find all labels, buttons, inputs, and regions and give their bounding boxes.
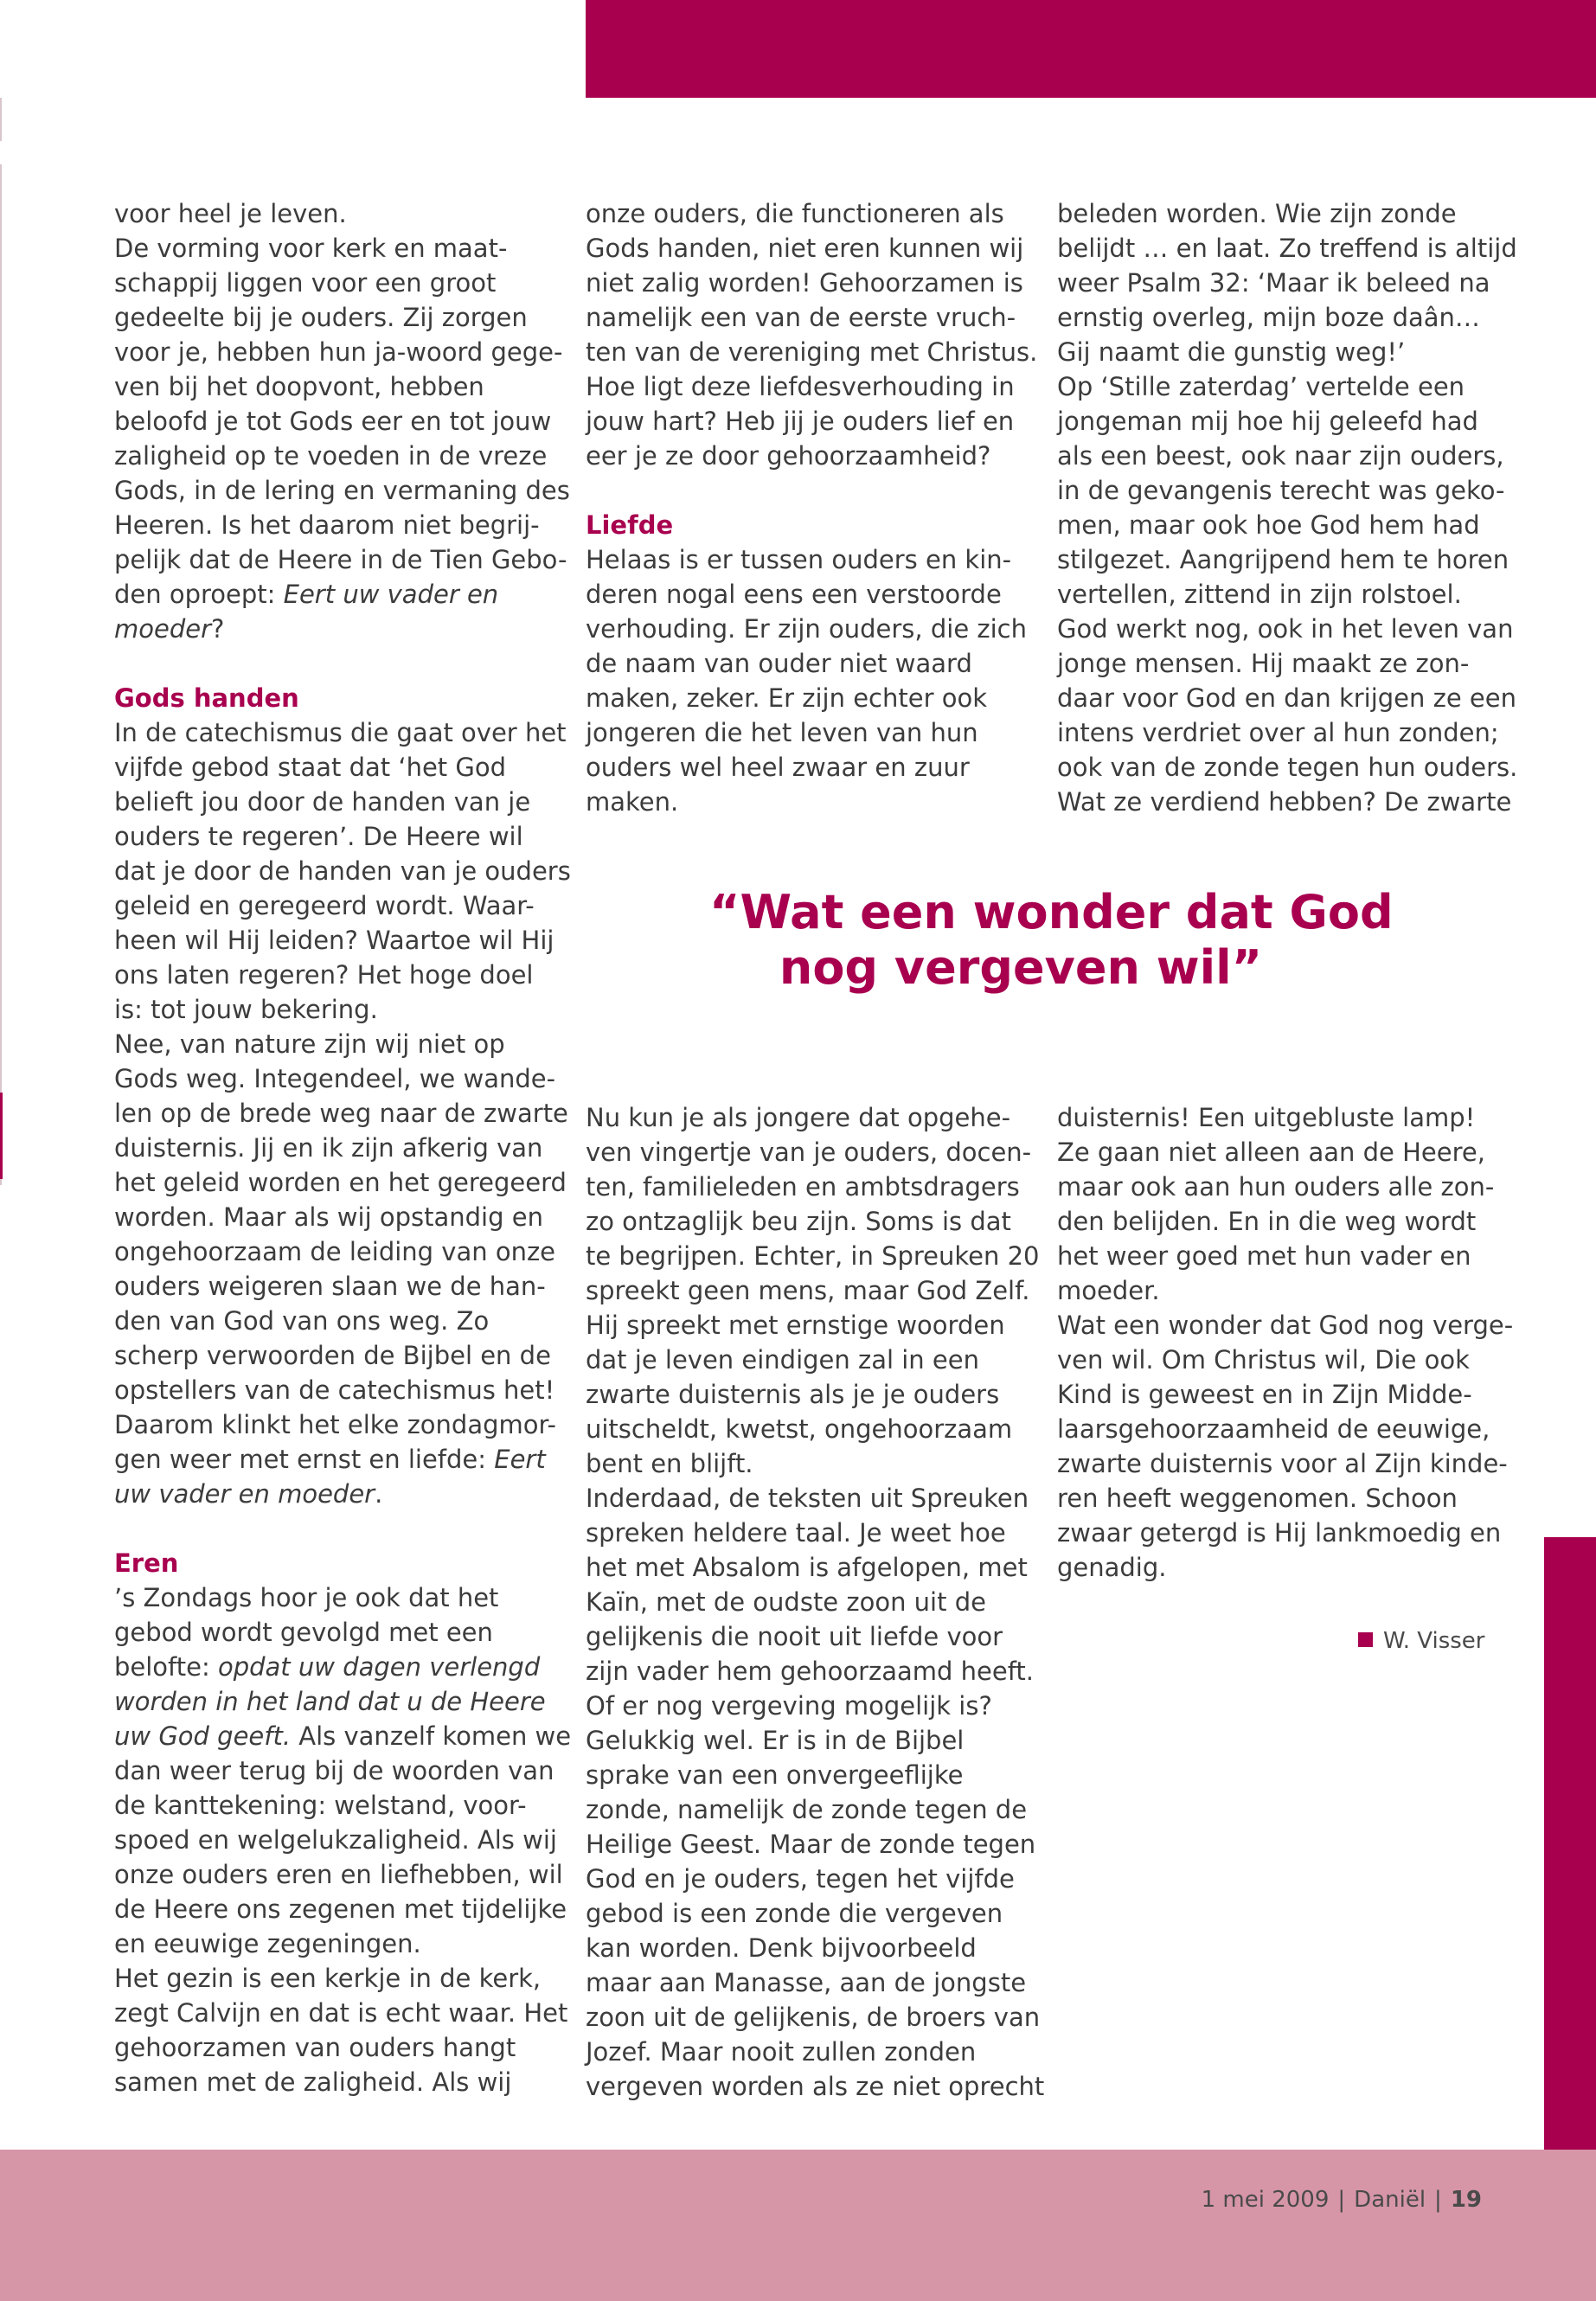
heading-eren: Eren: [114, 1548, 179, 1578]
footer-separator: |: [1337, 2187, 1346, 2213]
paragraph-gods-handen-cont: onze ouders, die functioneren als Gods handen, niet eren kunnen wij niet zalig worden! Gehoorzamen is namelijk een van de eerste vruch- ten van de vereniging met Christus. Hoe ligt deze liefdesverhouding in jouw hart? Heb jij je ouders lief en eer je ze door gehoorzaamheid?: [586, 199, 1038, 471]
column-3-top: [1057, 196, 1518, 819]
top-accent-bar: [586, 0, 1596, 98]
square-bullet-icon: [1358, 1632, 1373, 1647]
column-3-bottom: [1057, 1100, 1514, 1585]
footer-info: [1202, 2186, 1482, 2214]
pull-quote: “Wat een wonder dat God nog vergeven wil”: [709, 885, 1394, 995]
page-number: 19: [1450, 2187, 1482, 2213]
left-edge-rule: [0, 98, 2, 141]
heading-gods-handen: Gods handen: [114, 683, 299, 713]
footer-separator: |: [1434, 2187, 1442, 2213]
author-byline: [1358, 1627, 1484, 1655]
column-1: [114, 196, 572, 2099]
heading-liefde: Liefde: [586, 510, 674, 540]
issue-date: 1 mei 2009: [1201, 2187, 1330, 2213]
left-edge-mark: [0, 1093, 3, 1179]
left-edge-rule: [0, 164, 2, 1185]
paragraph-eren: ’s Zondags hoor je ook dat het gebod wordt gevolgd met een belofte: opdat uw dagen verlengd worden in het land dat u de Heere uw God geeft. Als vanzelf komen we dan weer terug bij de woorden van de kanttekening: welstand, voor- spoed en welgelukzaligheid. Als wij onze ouders eren en liefhebben, wil de Heere ons zegenen met tijdelijke en eeuwige zegeningen. Het gezin is een kerkje in de kerk, zegt Calvijn en dat is echt waar. Het gehoorzamen van ouders hangt samen met de zaligheid. Als wij: [114, 1583, 572, 2097]
paragraph-liefde: Helaas is er tussen ouders en kin- deren nogal eens een verstoorde verhouding. Er zijn ouders, die zich de naam van ouder niet waard maken, zeker. Er zijn echter ook jongeren die het leven van hun ouders wel heel zwaar en zuur maken.: [586, 545, 1027, 817]
magazine-name: Daniël: [1354, 2187, 1426, 2213]
paragraph-intro: voor heel je leven. De vorming voor kerk en maat- schappij liggen voor een groot gedeelte bij je ouders. Zij zorgen voor je, hebben hun ja-woord gege- ven bij het doopvont, hebben beloofd je tot Gods eer en tot jouw zaligheid op te voeden in de vreze Gods, in de lering en vermaning des Heeren. Is het daarom niet begrij- pelijk dat de Heere in de Tien Gebo- den oproept: Eert uw vader en moeder?: [114, 199, 570, 644]
author-name: W. Visser: [1383, 1628, 1485, 1654]
column-2-top: [586, 196, 1038, 819]
column-2-bottom: [586, 1100, 1045, 2104]
paragraph-vergeving: Nu kun je als jongere dat opgehe- ven vingertje van je ouders, docen- ten, familieleden en ambtsdragers zo ontzaglijk beu zijn. Soms is dat te begrijpen. Echter, in Spreuken 20 spreekt geen mens, maar God Zelf. Hij spreekt met ernstige woorden dat je leven eindigen zal in een zwarte duisternis als je je ouders uitscheldt, kwetst, ongehoorzaam bent en blijft. Inderdaad, de teksten uit Spreuken spreken heldere taal. Je weet hoe het met Absalom is afgelopen, met Kaïn, met de oudste zoon uit de gelijkenis die nooit uit liefde voor zijn vader hem gehoorzaamd heeft. Of er nog vergeving mogelijk is? Gelukkig wel. Er is in de Bijbel sprake van een onvergeeflijke zonde, namelijk de zonde tegen de Heilige Geest. Maar de zonde tegen God en je ouders, tegen het vijfde gebod is een zonde die vergeven kan worden. Denk bijvoorbeeld maar aan Manasse, aan de jongste zoon uit de gelijkenis, de broers van Jozef. Maar nooit zullen zonden vergeven worden als ze niet oprecht: [586, 1103, 1045, 2101]
side-accent-bar: [1544, 1537, 1596, 2150]
paragraph-liefde-cont: beleden worden. Wie zijn zonde belijdt … en laat. Zo treffend is altijd weer Psalm 32: ‘Maar ik beleed na ernstig overleg, mijn boze daân… Gij naamt die gunstig weg!’ Op ‘Stille zaterdag’ vertelde een jongeman mij hoe hij geleefd had als een beest, ook naar zijn ouders, in de gevangenis terecht was geko- men, maar ook hoe God hem had stilgezet. Aangrijpend hem te horen vertellen, zittend in zijn rolstoel. God werkt nog, ook in het leven van jonge mensen. Hij maakt ze zon- daar voor God en dan krijgen ze een intens verdriet over al hun zonden; ook van de zonde tegen hun ouders. Wat ze verdiend hebben? De zwarte: [1057, 199, 1518, 817]
paragraph-gods-handen: In de catechismus die gaat over het vijfde gebod staat dat ‘het God belieft jou door de handen van je ouders te regeren’. De Heere wil dat je door de handen van je ouders geleid en geregeerd wordt. Waar- heen wil Hij leiden? Waartoe wil Hij ons laten regeren? Het hoge doel is: tot jouw bekering. Nee, van nature zijn wij niet op Gods weg. Integendeel, we wande- len op de brede weg naar de zwarte duisternis. Jij en ik zijn afkerig van het geleid worden en het geregeerd worden. Maar als wij opstandig en ongehoorzaam de leiding van onze ouders weigeren slaan we de han- den van God van ons weg. Zo scherp verwoorden de Bijbel en de opstellers van de catechismus het! Daarom klinkt het elke zondagmor- gen weer met ernst en liefde: Eert uw vader en moeder.: [114, 718, 571, 1509]
paragraph-conclusion: duisternis! Een uitgebluste lamp! Ze gaan niet alleen aan de Heere, maar ook aan hun ouders alle zon- den belijden. En in die weg wordt het weer goed met hun vader en moeder. Wat een wonder dat God nog verge- ven wil. Om Christus wil, Die ook Kind is geweest en in Zijn Midde- laarsgehoorzaamheid de eeuwige, zwarte duisternis voor al Zijn kinde- ren heeft weggenomen. Schoon zwaar getergd is Hij lankmoedig en genadig.: [1057, 1103, 1514, 1582]
footer-bar: [0, 2150, 1596, 2301]
